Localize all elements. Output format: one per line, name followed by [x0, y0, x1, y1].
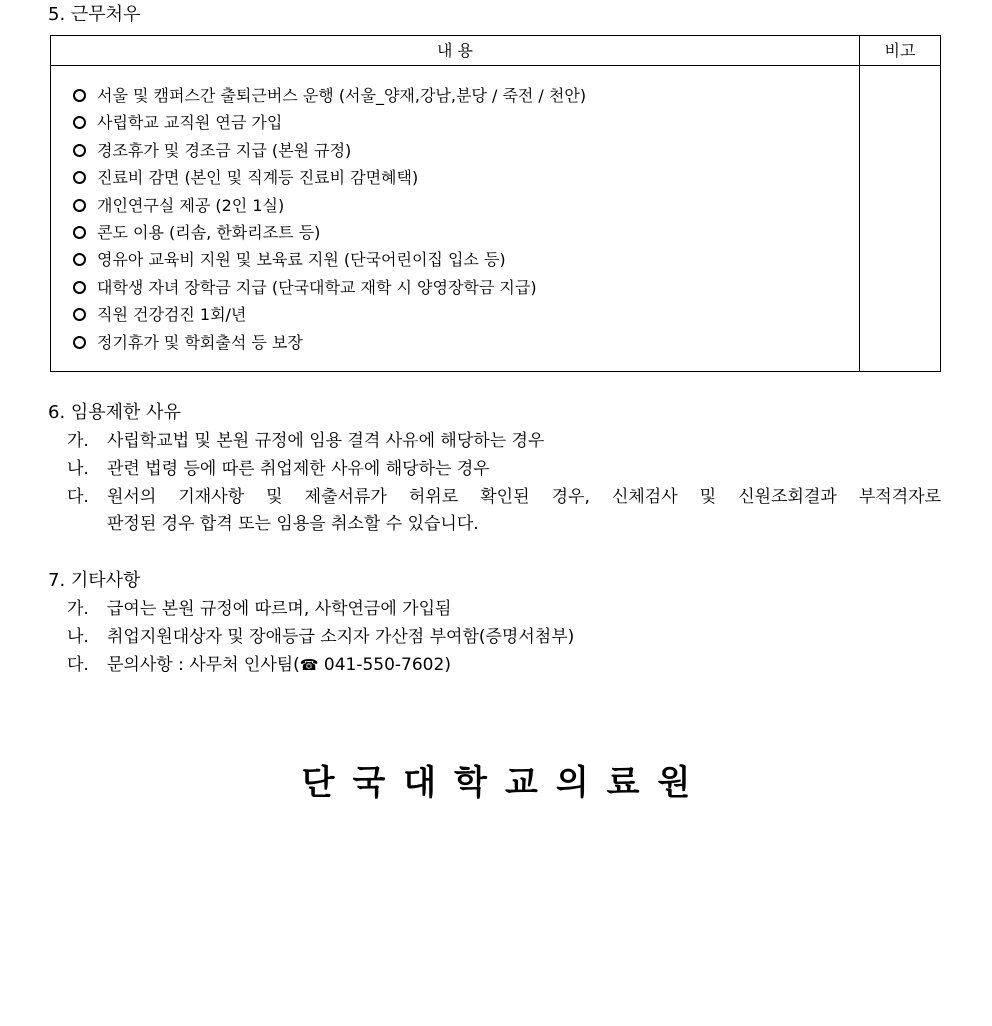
- circle-bullet-icon: [73, 253, 86, 266]
- circle-bullet-icon: [73, 89, 86, 102]
- benefit-list: [73, 82, 586, 356]
- item-marker: 다.: [67, 655, 89, 675]
- phone-icon: ☎: [299, 656, 319, 674]
- misc-item: [67, 652, 451, 678]
- list-item: 콘도 이용 (리솜, 한화리조트 등): [73, 219, 586, 246]
- item-marker: 가.: [67, 431, 89, 451]
- list-item: 개인연구실 제공 (2인 1실): [73, 192, 586, 219]
- section-6-title: 6. 임용제한 사유: [48, 402, 181, 423]
- list-item: 직원 건강검진 1회/년: [73, 301, 586, 328]
- item-marker: 나.: [67, 627, 89, 647]
- circle-bullet-icon: [73, 226, 86, 239]
- list-item: 경조휴가 및 경조금 지급 (본원 규정): [73, 137, 586, 164]
- item-marker: 나.: [67, 459, 89, 479]
- misc-item: [67, 596, 451, 622]
- misc-item: [67, 624, 574, 650]
- list-item: 영유아 교육비 지원 및 보육료 지원 (단국어린이집 입소 등): [73, 246, 586, 273]
- benefits-table: [50, 35, 941, 372]
- circle-bullet-icon: [73, 199, 86, 212]
- circle-bullet-icon: [73, 171, 86, 184]
- restriction-item: [67, 484, 941, 510]
- phone-number: 041-550-7602): [318, 655, 451, 675]
- item-text: 취업지원대상자 및 장애등급 소지자 가산점 부여함(증명서첨부): [107, 627, 575, 647]
- restriction-item: [67, 456, 490, 482]
- list-item: 사립학교 교직원 연금 가입: [73, 109, 586, 136]
- item-text: 관련 법령 등에 따른 취업제한 사유에 해당하는 경우: [107, 459, 490, 479]
- table-header-content: 내 용: [51, 36, 860, 66]
- item-text: 사립학교법 및 본원 규정에 임용 결격 사유에 해당하는 경우: [107, 431, 545, 451]
- item-text: 원서의 기재사항 및 제출서류가 허위로 확인된 경우, 신체검사 및 신원조회결과 부적격자로: [107, 487, 941, 507]
- list-item: 대학생 자녀 장학금 지급 (단국대학교 재학 시 양영장학금 지급): [73, 274, 586, 301]
- list-item: 정기휴가 및 학회출석 등 보장: [73, 329, 586, 356]
- list-item: 서울 및 캠퍼스간 출퇴근버스 운행 (서울_양재,강남,분당 / 죽전 / 천안): [73, 82, 586, 109]
- item-marker: 가.: [67, 599, 89, 619]
- circle-bullet-icon: [73, 281, 86, 294]
- contact-text: 문의사항 : 사무처 인사팀(: [107, 655, 300, 675]
- section-5-title: 5. 근무처우: [48, 4, 141, 25]
- circle-bullet-icon: [73, 308, 86, 321]
- section-7-title: 7. 기타사항: [48, 570, 141, 591]
- circle-bullet-icon: [73, 336, 86, 349]
- list-item: 진료비 감면 (본인 및 직계등 진료비 감면혜택): [73, 164, 586, 191]
- item-marker: 다.: [67, 487, 89, 507]
- table-content-cell: [51, 66, 860, 371]
- table-header-note: 비고: [860, 36, 940, 66]
- circle-bullet-icon: [73, 116, 86, 129]
- item-text: 급여는 본원 규정에 따르며, 사학연금에 가입됨: [107, 599, 452, 619]
- circle-bullet-icon: [73, 144, 86, 157]
- restriction-item: [67, 428, 544, 454]
- item-text-continuation: 판정된 경우 합격 또는 임용을 취소할 수 있습니다.: [107, 514, 479, 534]
- institution-name: 단국대학교의료원: [301, 763, 709, 803]
